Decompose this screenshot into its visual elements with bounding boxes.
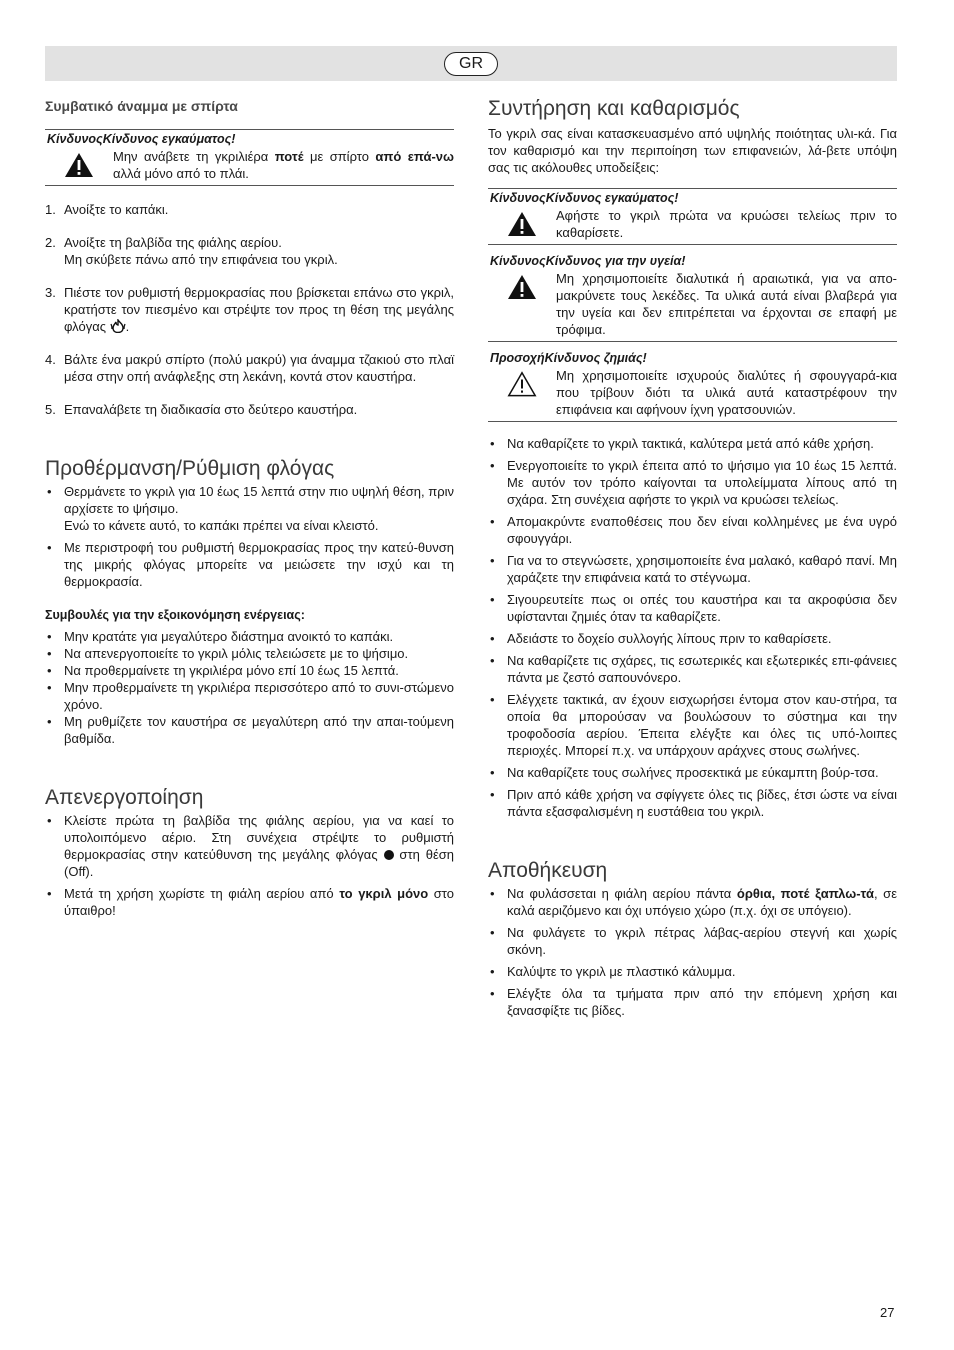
list-item: • Καλύψτε το γκριλ με πλαστικό κάλυμμα. (490, 964, 736, 979)
preheat-list (45, 483, 454, 590)
list-item: • Να απενεργοποιείτε το γκριλ μόλις τελειώσετε με το ψήσιμο. (47, 646, 409, 661)
warning-box-burn: ΚίνδυνοςΚίνδυνος εγκαύματος! Μην ανάβετε τη γκριλιέρα ποτέ με σπίρτο από επά-νω αλλά μόνο από το πλάι. (45, 129, 454, 186)
list-item: • Μην κρατάτε για μεγαλύτερο διάστημα ανοικτό το καπάκι. (47, 629, 394, 644)
cleaning-list (488, 435, 897, 820)
list-item: • Σιγουρευτείτε πως οι οπές του καυστήρα και τα ακροφύσια δεν υφίστανται ζημιές όταν τα καθαρίζετε. (490, 592, 897, 624)
list-item: • Κλείστε πρώτα τη βαλβίδα της φιάλης αερίου, για να καεί το υπολοιπόμενο αέριο. Στη συνέχεια στρέψτε το ρυθμιστή θερμοκρασίας στην κατεύθυνση της μεγάλης φλόγας στη θέση (Off). (47, 813, 454, 879)
warning-label-detail: Κίνδυνος εγκαύματος! (102, 132, 236, 146)
warning-label-detail: Κίνδυνος για την υγεία! (545, 254, 686, 268)
list-item: • Να φυλάγετε το γκριλ πέτρας λάβας-αερίου στεγνή και χωρίς σκόνη. (490, 925, 897, 957)
list-item: • Αδειάστε το δοχείο συλλογής λίπους πριν το καθαρίσετε. (490, 631, 832, 646)
section-title-preheat: Προθέρμανση/Ρύθμιση φλόγας (45, 457, 335, 480)
list-item: • Να φυλάσσεται η φιάλη αερίου πάντα όρθια, ποτέ ξαπλω-τά, σε καλά αεριζόμενο και όχι υπόγειο χώρο (π.χ. όχι σε υπόγειο). (490, 886, 898, 918)
warning-label: Κίνδυνος (47, 132, 103, 146)
warning-box-health: ΚίνδυνοςΚίνδυνος για την υγεία! Μη χρησιμοποιείτε διαλυτικά ή αραιωτικά, για να απο-μακρύνετε τους λεκέδες. Τα υλικά αυτά είναι βλαβερά για την υγεία και δεν επιτρέπεται να έρχονται σε επαφή με τρόφιμα. (488, 245, 897, 342)
list-item: 5. Επαναλάβετε τη διαδικασία στο δεύτερο καυστήρα. (45, 402, 358, 417)
right-column (488, 96, 897, 1024)
energy-tips-list (45, 628, 454, 747)
large-flame-icon (110, 319, 126, 333)
list-item: 2. Ανοίξτε τη βαλβίδα της φιάλης αερίου. Μη σκύβετε πάνω από την επιφάνεια του γκριλ. (45, 235, 338, 267)
left-column (45, 96, 454, 924)
warning-box-damage: ΠροσοχήΚίνδυνος ζημιάς! Μη χρησιμοποιείτε ισχυρούς διαλύτες ή σφουγγαρά-κια που τρίβουν διότι τα υλικά αυτά καταστρέφουν την επιφάνεια και αφήνουν ίχνη γρατσουνιών. (488, 342, 897, 422)
warning-triangle-icon (45, 148, 113, 178)
list-item: • Μη ρυθμίζετε τον καυστήρα σε μεγαλύτερη από την απαι-τούμενη βαθμίδα. (47, 714, 454, 746)
list-item: • Να καθαρίζετε τις σχάρες, τις εσωτερικές και εξωτερικές επι-φάνειες πάντα με ζεστό σαπουνόνερο. (490, 653, 897, 685)
list-item: • Να καθαρίζετε το γκριλ τακτικά, καλύτερα μετά από κάθε χρήση. (490, 436, 874, 451)
energy-tips-title: Συμβουλές για την εξοικονόμηση ενέργειας: (45, 608, 305, 622)
warning-triangle-icon (488, 207, 556, 237)
list-item: • Ελέγξτε όλα τα τμήματα πριν από την επόμενη χρήση και ξανασφίξτε τις βίδες. (490, 986, 897, 1018)
shutdown-list (45, 812, 454, 919)
warning-box-burn: ΚίνδυνοςΚίνδυνος εγκαύματος! Αφήστε το γκριλ πρώτα να κρυώσει τελείως πριν το καθαρίσετε. (488, 188, 897, 245)
warning-triangle-icon (488, 270, 556, 300)
maintenance-intro: Το γκριλ σας είναι κατασκευασμένο από υψηλής ποιότητας υλι-κά. Για τον καθαρισμό και την περιποίηση των επιφανειών, λά-βετε υπόψη σας τις ακόλουθες υποδείξεις: (488, 126, 897, 175)
list-item: • Θερμάνετε το γκριλ για 10 έως 15 λεπτά στην πιο υψηλή θέση, πριν αρχίσετε το ψήσιμο. Ενώ το κάνετε αυτό, το καπάκι πρέπει να είναι κλειστό. (47, 484, 454, 533)
caution-triangle-icon (488, 367, 556, 397)
list-item: 1. Ανοίξτε το καπάκι. (45, 202, 169, 217)
list-item: • Μετά τη χρήση χωρίστε τη φιάλη αερίου από το γκριλ μόνο στο ύπαιθρο! (47, 886, 454, 918)
warning-label: Προσοχή (490, 351, 545, 365)
list-item: 3. Πιέστε τον ρυθμιστή θερμοκρασίας που βρίσκεται επάνω στο γκριλ, κρατήστε τον πιεσμένο και στρέψτε τον προς τη θέση της μεγάλης φλόγας . (45, 285, 454, 334)
warning-label-detail: Κίνδυνος ζημιάς! (544, 351, 647, 365)
list-item: • Ελέγχετε τακτικά, αν έχουν εισχωρήσει έντομα στον καυ-στήρα, τα οποία θα μπορούσαν να βουλώσουν το σύστημα και την τροφοδοσία αερίου. Έπειτα ελέγξτε και όλες τις υπό-λοιπες περιοχές. Μπορεί π.χ. να υπάρχουν αράχνες στους σωλήνες. (490, 692, 897, 758)
list-item: • Απομακρύντε εναποθέσεις που δεν είναι κολλημένες με ένα υγρό σφουγγάρι. (490, 514, 897, 546)
language-badge: GR (444, 52, 498, 76)
off-dot-icon (384, 850, 394, 860)
list-item: 4. Βάλτε ένα μακρύ σπίρτο (πολύ μακρύ) για άναμμα τζακιού στο πλαϊ μέσα στην οπή ανάφλεξης στη λεκάνη, κοντά στον καυστήρα. (45, 352, 454, 384)
list-item: • Να προθερμαίνετε τη γκριλιέρα μόνο επί 10 έως 15 λεπτά. (47, 663, 399, 678)
list-item: • Μην προθερμαίνετε τη γκριλιέρα περισσότερο από το συνι-στώμενο χρόνο. (47, 680, 454, 712)
warning-label: Κίνδυνος (490, 254, 546, 268)
section-title-shutdown: Απενεργοποίηση (45, 786, 204, 809)
lighting-steps (45, 201, 454, 418)
maintenance-warnings (488, 188, 897, 422)
list-item: • Με περιστροφή του ρυθμιστή θερμοκρασίας προς την κατεύ-θυνση της μικρής φλόγας μπορείτε να μειώσετε την ισχύ και τη θερμοκρασία. (47, 540, 454, 589)
section-title-storage: Αποθήκευση (488, 859, 608, 882)
list-item: • Για να το στεγνώσετε, χρησιμοποιείτε ένα μαλακό, καθαρό πανί. Μη χαράζετε την επιφάνεια κατά το στέγνωμα. (490, 553, 897, 585)
warning-label-detail: Κίνδυνος εγκαύματος! (545, 191, 679, 205)
page-number: 27 (880, 1305, 895, 1320)
storage-list (488, 885, 897, 1019)
list-item: • Πριν από κάθε χρήση να σφίγγετε όλες τις βίδες, έτσι ώστε να είναι πάντα εξασφαλισμένη η ευστάθεια του γκριλ. (490, 787, 897, 819)
list-item: • Να καθαρίζετε τους σωλήνες προσεκτικά με εύκαμπτη βούρ-τσα. (490, 765, 879, 780)
section-title-match-lighting: Συμβατικό άναμμα με σπίρτα (45, 98, 238, 114)
warning-label: Κίνδυνος (490, 191, 546, 205)
section-title-maintenance: Συντήρηση και καθαρισμός (488, 97, 740, 120)
list-item: • Ενεργοποιείτε το γκριλ έπειτα από το ψήσιμο για 10 έως 15 λεπτά. Με αυτόν τον τρόπο καίγονται τα υπολείμματα λίπους από τη σχάρα. Στη συνέχεια αφήστε το γκριλ να κρυώσει τελείως. (490, 458, 897, 507)
